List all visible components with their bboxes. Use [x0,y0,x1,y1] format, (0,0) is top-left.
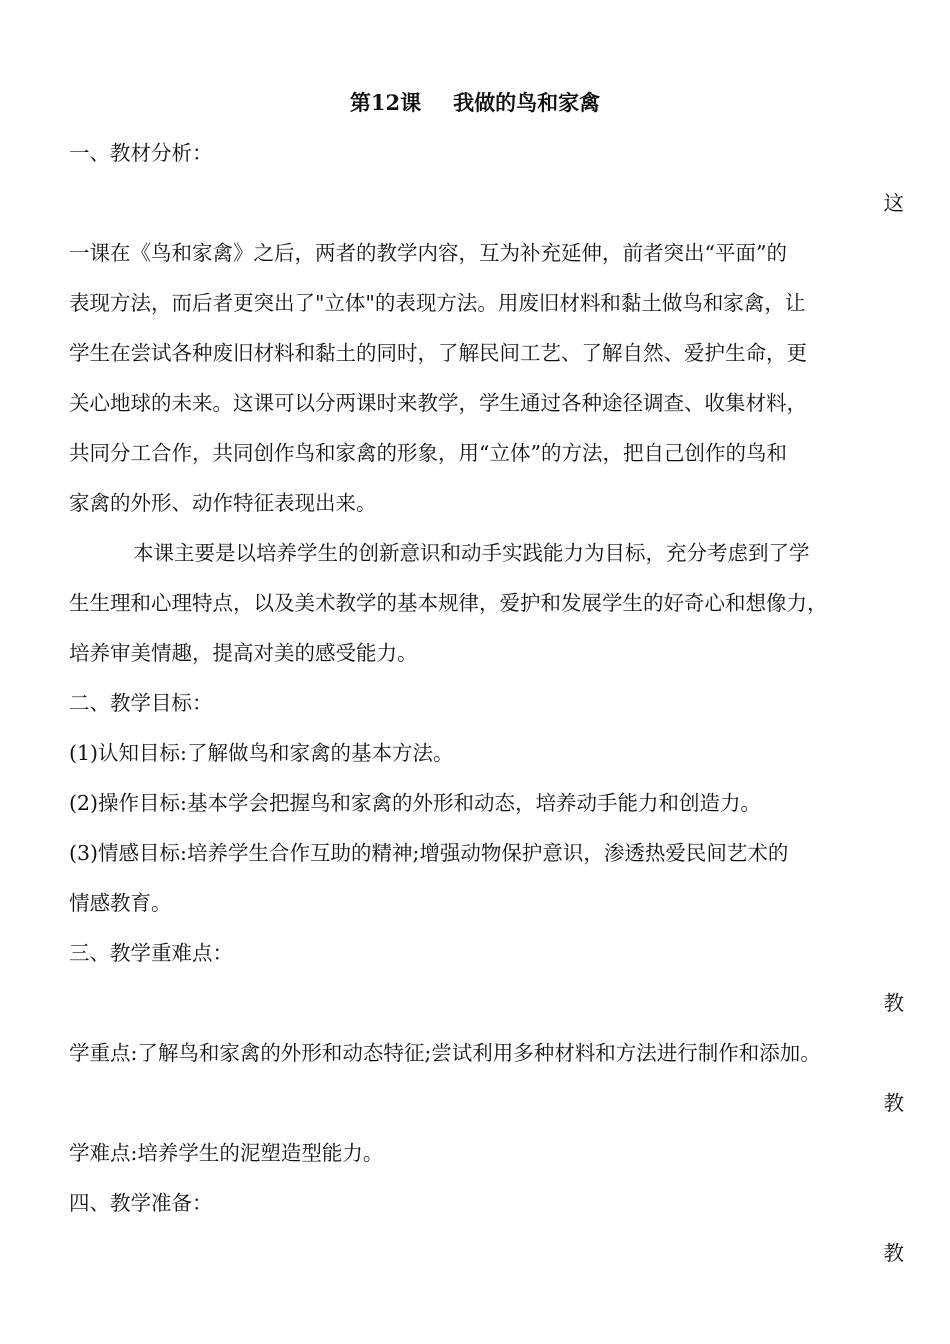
paragraph-line: 学难点:培养学生的泥塑造型能力。 [69,1141,384,1165]
objective-item-continued: 情感教育。 [69,891,172,915]
paragraph-line: 培养审美情趣，提高对美的感受能力。 [69,641,418,665]
page-title [0,88,950,118]
section-heading-key-points: 三、教学重难点： [69,941,233,965]
paragraph-line: 教 [883,1241,904,1265]
section-heading-preparation: 四、教学准备： [69,1191,213,1215]
paragraph-line: 学重点:了解鸟和家禽的外形和动态特征;尝试利用多种材料和方法进行制作和添加。 [69,1041,821,1065]
paragraph-line: 教 [883,991,904,1015]
paragraph-line: 生生理和心理特点，以及美术教学的基本规律，爱护和发展学生的好奇心和想像力， [69,591,828,615]
lesson-name: 我做的鸟和家禽 [453,90,601,115]
paragraph-line: 这 [883,191,904,215]
section-heading-objectives: 二、教学目标： [69,691,213,715]
paragraph-line: 共同分工合作，共同创作鸟和家禽的形象，用“立体”的方法，把自己创作的鸟和 [69,441,787,465]
paragraph-line: 本课主要是以培养学生的创新意识和动手实践能力为目标，充分考虑到了学 [133,541,810,565]
paragraph-line: 教 [883,1091,904,1115]
objective-item: (3)情感目标:培养学生合作互助的精神;增强动物保护意识，渗透热爱民间艺术的 [69,841,789,865]
paragraph-line: 学生在尝试各种废旧材料和黏土的同时，了解民间工艺、了解自然、爱护生命，更 [69,341,807,365]
lesson-number: 第12课 [349,90,422,115]
paragraph-line: 家禽的外形、动作特征表现出来。 [69,491,377,515]
paragraph-line: 关心地球的未来。这课可以分两课时来教学，学生通过各种途径调查、收集材料， [69,391,807,415]
paragraph-line: 表现方法，而后者更突出了"立体"的表现方法。用废旧材料和黏土做鸟和家禽，让 [69,291,806,315]
paragraph-line: 一课在《鸟和家禽》之后，两者的教学内容，互为补充延伸，前者突出“平面”的 [69,241,787,265]
section-heading-analysis: 一、教材分析： [69,141,213,165]
objective-item: (1)认知目标:了解做鸟和家禽的基本方法。 [69,741,454,765]
objective-item: (2)操作目标:基本学会把握鸟和家禽的外形和动态，培养动手能力和创造力。 [69,791,761,815]
